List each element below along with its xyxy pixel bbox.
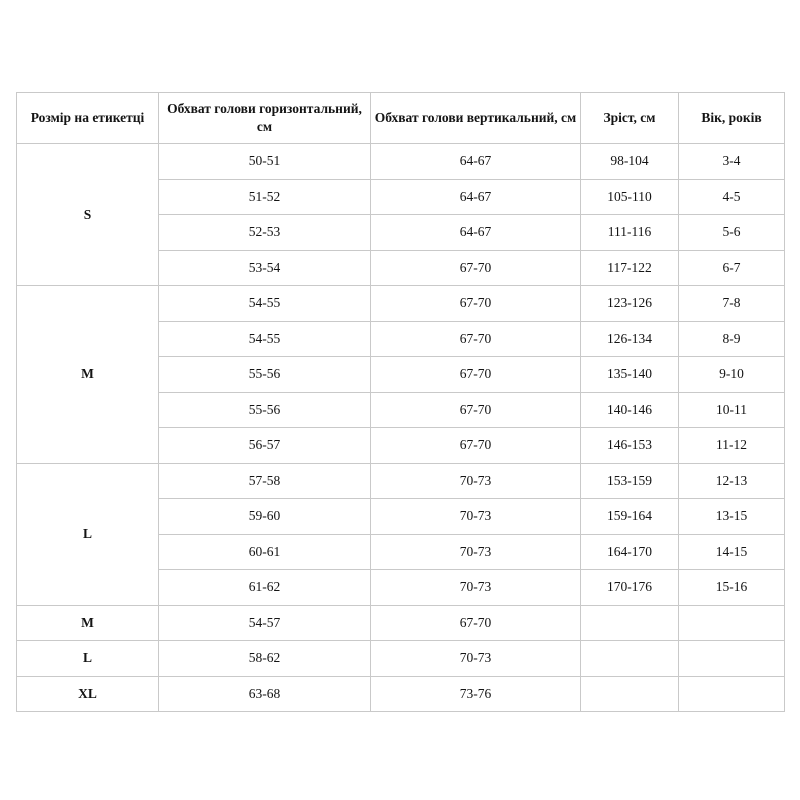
cell-height: 135-140 <box>581 357 679 393</box>
cell-vertical: 70-73 <box>371 499 581 535</box>
table-row <box>17 463 785 499</box>
cell-height: 170-176 <box>581 570 679 606</box>
cell-height: 117-122 <box>581 250 679 286</box>
size-label-cell: L <box>17 641 159 677</box>
cell-horizontal: 59-60 <box>159 499 371 535</box>
cell-height <box>581 641 679 677</box>
cell-horizontal: 56-57 <box>159 428 371 464</box>
column-header-vertical-circumference: Обхват голови вертикальний, см <box>371 93 581 144</box>
cell-horizontal: 54-55 <box>159 286 371 322</box>
cell-age <box>679 641 785 677</box>
cell-vertical: 64-67 <box>371 215 581 251</box>
table-row <box>17 286 785 322</box>
cell-height: 126-134 <box>581 321 679 357</box>
cell-horizontal: 51-52 <box>159 179 371 215</box>
cell-age: 7-8 <box>679 286 785 322</box>
cell-horizontal: 53-54 <box>159 250 371 286</box>
cell-horizontal: 52-53 <box>159 215 371 251</box>
column-header-height: Зріст, см <box>581 93 679 144</box>
cell-vertical: 67-70 <box>371 321 581 357</box>
cell-age: 11-12 <box>679 428 785 464</box>
cell-height: 105-110 <box>581 179 679 215</box>
cell-age: 6-7 <box>679 250 785 286</box>
cell-vertical: 67-70 <box>371 428 581 464</box>
table-body <box>17 144 785 712</box>
cell-vertical: 67-70 <box>371 250 581 286</box>
cell-vertical: 73-76 <box>371 676 581 712</box>
table-header <box>17 93 785 144</box>
cell-horizontal: 57-58 <box>159 463 371 499</box>
cell-age: 4-5 <box>679 179 785 215</box>
cell-vertical: 67-70 <box>371 605 581 641</box>
cell-height <box>581 676 679 712</box>
table-row <box>17 605 785 641</box>
cell-age: 3-4 <box>679 144 785 180</box>
cell-age: 9-10 <box>679 357 785 393</box>
cell-height: 123-126 <box>581 286 679 322</box>
column-header-age: Вік, років <box>679 93 785 144</box>
cell-height: 140-146 <box>581 392 679 428</box>
size-label-cell: L <box>17 463 159 605</box>
cell-horizontal: 58-62 <box>159 641 371 677</box>
table-row <box>17 144 785 180</box>
cell-height <box>581 605 679 641</box>
cell-age: 15-16 <box>679 570 785 606</box>
cell-horizontal: 61-62 <box>159 570 371 606</box>
cell-vertical: 64-67 <box>371 144 581 180</box>
column-header-label-size: Розмір на етикетці <box>17 93 159 144</box>
cell-horizontal: 50-51 <box>159 144 371 180</box>
cell-horizontal: 54-55 <box>159 321 371 357</box>
column-header-horizontal-circumference: Обхват голови горизонтальний, см <box>159 93 371 144</box>
cell-height: 146-153 <box>581 428 679 464</box>
cell-age: 8-9 <box>679 321 785 357</box>
cell-vertical: 70-73 <box>371 641 581 677</box>
cell-age: 10-11 <box>679 392 785 428</box>
cell-age: 13-15 <box>679 499 785 535</box>
cell-vertical: 67-70 <box>371 392 581 428</box>
cell-vertical: 67-70 <box>371 286 581 322</box>
cell-height: 98-104 <box>581 144 679 180</box>
cell-height: 111-116 <box>581 215 679 251</box>
cell-age: 14-15 <box>679 534 785 570</box>
cell-age: 5-6 <box>679 215 785 251</box>
cell-horizontal: 63-68 <box>159 676 371 712</box>
cell-vertical: 70-73 <box>371 534 581 570</box>
table-header-row <box>17 93 785 144</box>
table-row <box>17 676 785 712</box>
cell-vertical: 67-70 <box>371 357 581 393</box>
cell-age: 12-13 <box>679 463 785 499</box>
table-row <box>17 641 785 677</box>
size-label-cell: M <box>17 286 159 464</box>
size-label-cell: XL <box>17 676 159 712</box>
cell-vertical: 70-73 <box>371 463 581 499</box>
cell-horizontal: 54-57 <box>159 605 371 641</box>
size-label-cell: S <box>17 144 159 286</box>
cell-height: 159-164 <box>581 499 679 535</box>
cell-horizontal: 55-56 <box>159 357 371 393</box>
cell-age <box>679 605 785 641</box>
cell-height: 153-159 <box>581 463 679 499</box>
cell-vertical: 64-67 <box>371 179 581 215</box>
size-label-cell: M <box>17 605 159 641</box>
size-table-container <box>16 92 784 712</box>
cell-horizontal: 60-61 <box>159 534 371 570</box>
cell-horizontal: 55-56 <box>159 392 371 428</box>
size-table <box>16 92 785 712</box>
cell-height: 164-170 <box>581 534 679 570</box>
cell-age <box>679 676 785 712</box>
cell-vertical: 70-73 <box>371 570 581 606</box>
